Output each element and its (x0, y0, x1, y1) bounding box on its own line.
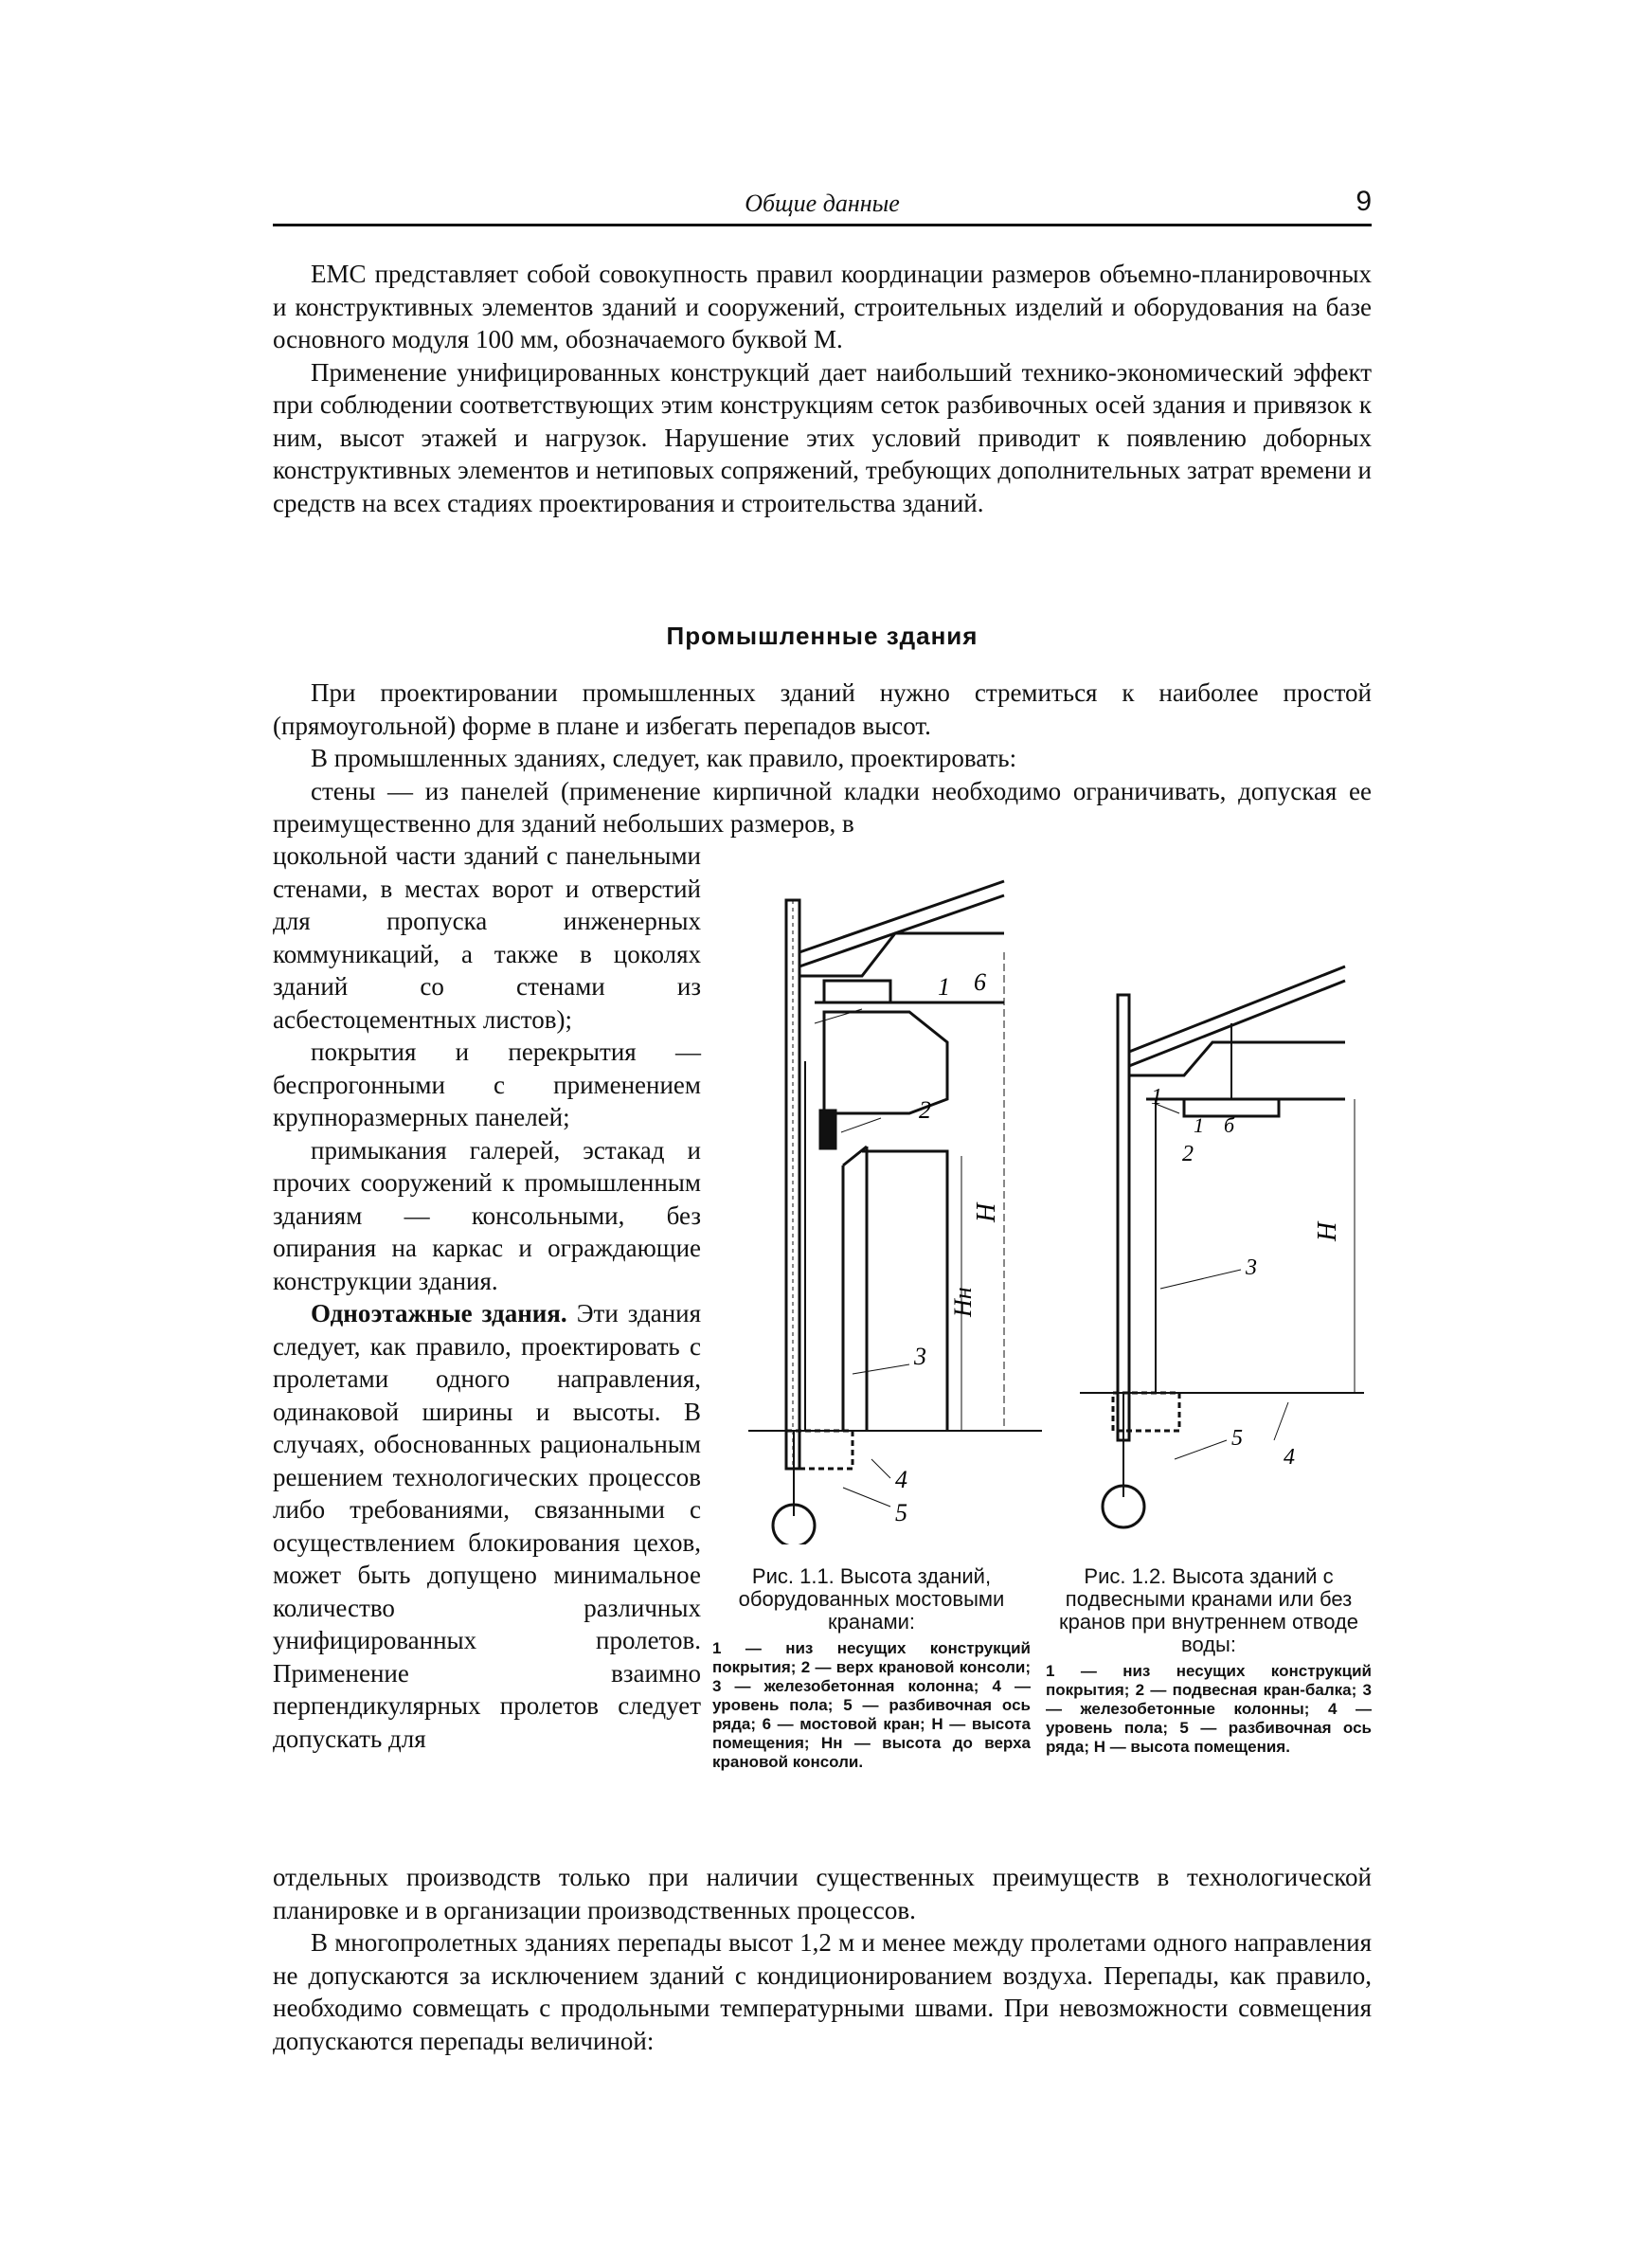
paragraph-industrial-form: При проектировании промышленных зданий нужно стремиться к наиболее простой (прямоугольной) форме в плане и избегать перепадов высот. (273, 678, 1372, 740)
paragraph-multi-span: В многопролетных зданиях перепады высот 1,2 м и менее между пролетами одного направления не допускаются за исключением зданий с кондиционированием воздуха. Перепады, как правило, необходимо совмещать с продольными температурными швами. При невозможности совмещения допускаются перепады величиной: (273, 1928, 1372, 2055)
running-title: Общие данные (745, 190, 900, 217)
roof-slope (799, 881, 1004, 952)
paragraph-roofs: покрытия и перекрытия — беспрогонными с применением крупноразмерных панелей; (273, 1038, 701, 1131)
paragraph-single-storey-cont: отдельных производств только при наличии существенных преимуществ в технологической планировке и в организации производственных процессов. (273, 1863, 1372, 1924)
fig1-label-1: 1 (938, 973, 950, 1001)
fig1-label-6: 6 (974, 968, 986, 996)
fig2-label-5: 5 (1231, 1426, 1243, 1451)
header-rule (273, 224, 1372, 226)
figure-1-1 (720, 862, 1061, 1544)
fig2-label-2: 2 (1182, 1142, 1194, 1166)
intro-block (273, 258, 1372, 519)
paragraph-unified: Применение унифицированных конструкций дает наибольший технико-экономический эффект при соблюдении соответствующих этим конструкциям сеток разбивочных осей здания и привязок к ним, высот этажей и нагрузок. Нарушение этих условий приводит к появлению доборных конструктивных элементов и нетиповых сопряжений, требующих дополнительных затрат времени и средств на всех стадиях проектирования и строительства зданий. (273, 357, 1372, 517)
fig1-label-H: H (972, 1202, 1001, 1222)
industrial-block (273, 677, 1372, 840)
paragraph-ems: ЕМС представляет собой совокупность правил координации размеров объемно-планировочных и конструктивных элементов зданий и сооружений, строительных изделий и оборудования на базе основного модуля 100 мм, обозначаемого буквой М. (273, 260, 1372, 353)
single-storey-label: Одноэтажные здания. (311, 1299, 567, 1327)
left-column (273, 840, 701, 1755)
figure-1-2-legend: 1 — низ несущих конструкций покрытия; 2 — подвесная кран-балка; 3 — железобетонные колонны; 4 — уровень пола; 5 — разбивочная ось ряда; H — высота помещения. (1046, 1662, 1372, 1756)
figure-1-1-legend: 1 — низ несущих конструкций покрытия; 2 — верх крановой консоли; 3 — железобетонная колонна; 4 — уровень пола; 5 — разбивочная ось ряда; 6 — мостовой кран; H — высота помещения; Hн — высота до верха крановой консоли. (712, 1639, 1031, 1771)
paragraph-industrial-design: В промышленных зданиях, следует, как правило, проектировать: (311, 744, 1017, 772)
figure-1-2-caption (1046, 1565, 1372, 1757)
fig2-label-b: б (1224, 1113, 1235, 1137)
fig1-label-Hn: Hн (949, 1287, 977, 1317)
figure-1-2-title: Рис. 1.2. Высота зданий с подвесными кранами или без кранов при внутреннем отводе воды: (1058, 1564, 1359, 1656)
fig1-label-5: 5 (895, 1499, 907, 1526)
fig2-label-1: 1 (1151, 1085, 1162, 1110)
paragraph-walls-cont: цокольной части зданий с панельными стенами, в местах ворот и отверстий для пропуска инженерных коммуникаций, а также в цоколях зданий со стенами из асбестоцементных листов); (273, 841, 701, 1034)
fig1-label-4: 4 (895, 1466, 907, 1493)
fig1-label-3: 3 (914, 1343, 926, 1370)
wall-panel (1118, 995, 1129, 1440)
figure-1-2 (1061, 948, 1374, 1535)
section-heading: Промышленные здания (666, 622, 979, 650)
page-header (273, 186, 1372, 224)
fig1-label-2: 2 (919, 1096, 931, 1124)
lower-block (273, 1861, 1372, 2057)
paragraph-galleries: примыкания галерей, эстакад и прочих сооружений к промышленным зданиям — консольными, без опирания на каркас и ограждающие конструкции здания. (273, 1135, 701, 1295)
figure-1-1-caption (712, 1565, 1031, 1772)
paragraph-walls: стены — из панелей (применение кирпичной кладки необходимо ограничивать, допуская ее преимущественно для зданий небольших размеров, в (273, 776, 1372, 838)
fig2-label-H: H (1313, 1221, 1342, 1241)
figure-1-1-title: Рис. 1.1. Высота зданий, оборудованных мостовыми кранами: (738, 1564, 1005, 1634)
fig2-label-3: 3 (1246, 1255, 1257, 1280)
page-number: 9 (1356, 186, 1372, 217)
column (843, 1147, 867, 1431)
fig2-label-1b: 1 (1194, 1113, 1204, 1137)
paragraph-single-storey: Одноэтажные здания. Эти здания следует, как правило, проектировать с пролетами одного направления, одинаковой ширины и высоты. В случаях, обоснованных рациональным решением технологических процессов либо требованиями, связанными с осуществлением блокирования цехов, может быть допущено минимальное количество различных унифицированных пролетов. Применение взаимно перпендикулярных пролетов следует допускать для (273, 1299, 702, 1753)
fig2-label-4: 4 (1284, 1445, 1295, 1470)
